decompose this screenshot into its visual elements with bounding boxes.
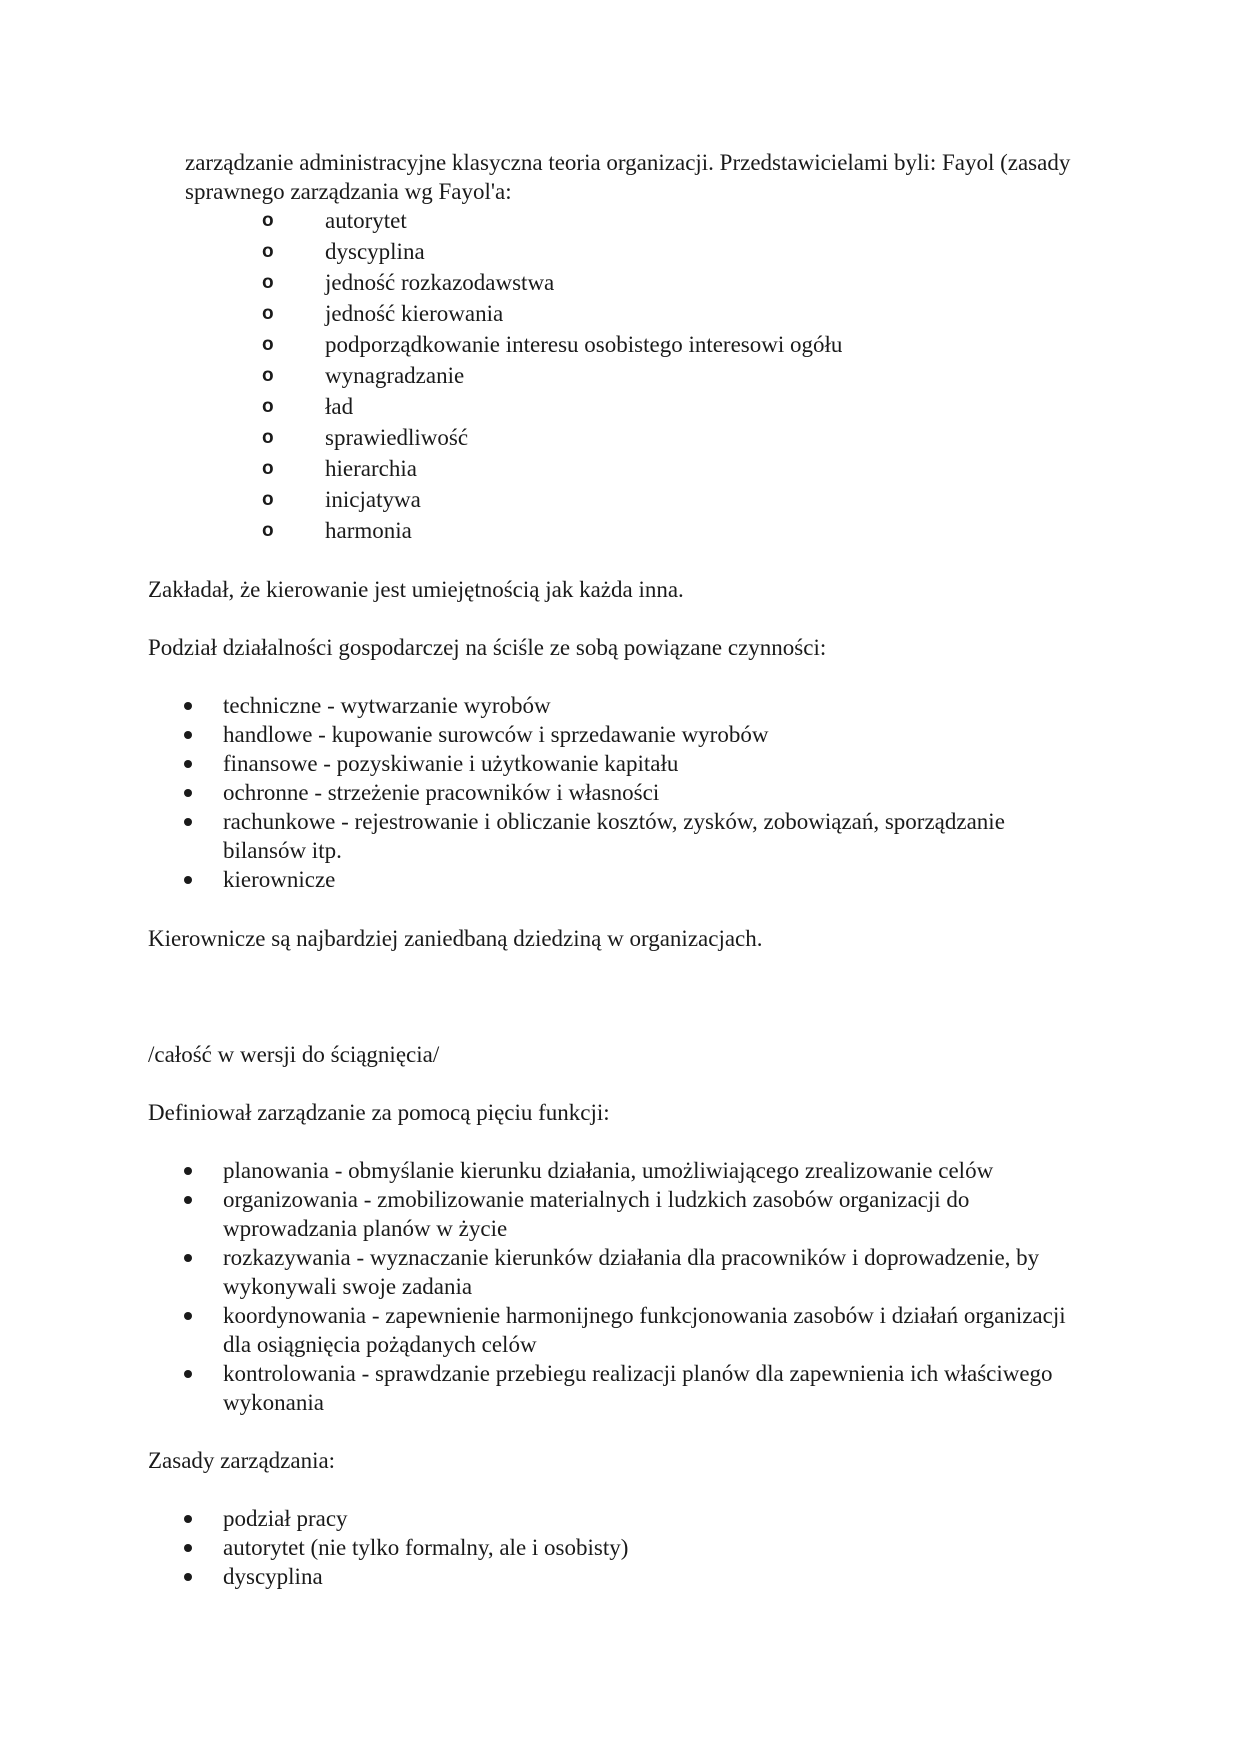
paragraph-podzial: Podział działalności gospodarczej na ściśle ze sobą powiązane czynności: [148, 635, 827, 660]
list-item-text: organizowania - zmobilizowanie materialnych i ludzkich zasobów organizacji do wprowadzania planów w życie [223, 1187, 970, 1241]
function-item [0, 1243, 1093, 1301]
fayol-list-item [0, 453, 1240, 484]
list-item-text: finansowe - pozyskiwanie i użytkowanie kapitału [223, 751, 679, 776]
activity-item [0, 807, 1093, 865]
bullet-icon [184, 876, 192, 884]
circle-bullet-icon: o [262, 365, 274, 386]
list-item-text: sprawiedliwość [325, 425, 469, 450]
principle-item [0, 1533, 1093, 1562]
list-item-text: rachunkowe - rejestrowanie i obliczanie kosztów, zysków, zobowiązań, sporządzanie bilansów itp. [223, 809, 1005, 863]
list-item-text: koordynowania - zapewnienie harmonijnego funkcjonowania zasobów i działań organizacji dla osiągnięcia pożądanych celów [223, 1303, 1066, 1357]
list-item-text: jedność rozkazodawstwa [325, 270, 555, 295]
principle-item [0, 1562, 1093, 1591]
fayol-list-item [0, 298, 1240, 329]
activity-item [0, 749, 1093, 778]
function-item [0, 1301, 1093, 1359]
list-item-text: planowania - obmyślanie kierunku działania, umożliwiającego zrealizowanie celów [223, 1158, 994, 1183]
fayol-principles-list [0, 205, 1240, 546]
circle-bullet-icon: o [262, 396, 274, 417]
management-principles-list [0, 1504, 1240, 1591]
function-item [0, 1359, 1093, 1417]
circle-bullet-icon: o [262, 303, 274, 324]
bullet-icon [184, 1515, 192, 1523]
list-item-text: rozkazywania - wyznaczanie kierunków działania dla pracowników i doprowadzenie, by wykonywali swoje zadania [223, 1245, 1040, 1299]
list-item-text: kierownicze [223, 867, 336, 892]
circle-bullet-icon: o [262, 241, 274, 262]
circle-bullet-icon: o [262, 334, 274, 355]
list-item-text: autorytet [325, 208, 407, 233]
fayol-list-item [0, 422, 1240, 453]
paragraph-principles-intro: Zasady zarządzania: [148, 1448, 336, 1473]
bullet-icon [184, 1254, 192, 1262]
circle-bullet-icon: o [262, 520, 274, 541]
list-item-text: kontrolowania - sprawdzanie przebiegu realizacji planów dla zapewnienia ich właściwego wykonania [223, 1361, 1053, 1415]
paragraph-functions-intro: Definiował zarządzanie za pomocą pięciu funkcji: [148, 1100, 610, 1125]
fayol-list-item [0, 391, 1240, 422]
bullet-icon [184, 760, 192, 768]
principle-item [0, 1504, 1093, 1533]
circle-bullet-icon: o [262, 458, 274, 479]
paragraph-kierowanie: Zakładał, że kierowanie jest umiejętnością jak każda inna. [148, 577, 684, 602]
bullet-icon [184, 702, 192, 710]
list-item-text: dyscyplina [223, 1564, 323, 1589]
bullet-icon [184, 731, 192, 739]
fayol-list-item [0, 484, 1240, 515]
list-item-text: ochronne - strzeżenie pracowników i własności [223, 780, 660, 805]
bullet-icon [184, 789, 192, 797]
activity-item [0, 720, 1093, 749]
bullet-icon [184, 818, 192, 826]
bullet-icon [184, 1167, 192, 1175]
bullet-icon [184, 1196, 192, 1204]
activity-item [0, 691, 1093, 720]
bullet-icon [184, 1573, 192, 1581]
bullet-icon [184, 1312, 192, 1320]
fayol-list-item [0, 515, 1240, 546]
function-item [0, 1185, 1093, 1243]
list-item-text: handlowe - kupowanie surowców i sprzedawanie wyrobów [223, 722, 769, 747]
paragraph-kierownicze: Kierownicze są najbardziej zaniedbaną dziedziną w organizacjach. [148, 926, 763, 951]
list-item-text: dyscyplina [325, 239, 425, 264]
list-item-text: podporządkowanie interesu osobistego interesowi ogółu [325, 332, 843, 357]
list-item-text: techniczne - wytwarzanie wyrobów [223, 693, 551, 718]
paragraph-download-note: /całość w wersji do ściągnięcia/ [148, 1042, 440, 1067]
fayol-list-item [0, 205, 1240, 236]
list-item-text: podział pracy [223, 1506, 348, 1531]
fayol-list-item [0, 267, 1240, 298]
list-item-text: hierarchia [325, 456, 417, 481]
bullet-icon [184, 1370, 192, 1378]
list-item-text: inicjatywa [325, 487, 421, 512]
list-item-text: jedność kierowania [325, 301, 504, 326]
activity-item [0, 865, 1093, 894]
list-item-text: wynagradzanie [325, 363, 465, 388]
functions-list [0, 1156, 1240, 1417]
bullet-icon [184, 1544, 192, 1552]
activities-list [0, 691, 1240, 894]
list-item-text: ład [325, 394, 354, 419]
circle-bullet-icon: o [262, 272, 274, 293]
circle-bullet-icon: o [262, 427, 274, 448]
activity-item [0, 778, 1093, 807]
fayol-list-item [0, 236, 1240, 267]
circle-bullet-icon: o [262, 210, 274, 231]
fayol-list-item [0, 329, 1240, 360]
list-item-text: harmonia [325, 518, 412, 543]
intro-paragraph: zarządzanie administracyjne klasyczna teoria organizacji. Przedstawicielami byli: Fayol (zasady sprawnego zarządzania wg Fayol'a: [185, 150, 1071, 204]
circle-bullet-icon: o [262, 489, 274, 510]
fayol-list-item [0, 360, 1240, 391]
list-item-text: autorytet (nie tylko formalny, ale i osobisty) [223, 1535, 629, 1560]
function-item [0, 1156, 1093, 1185]
